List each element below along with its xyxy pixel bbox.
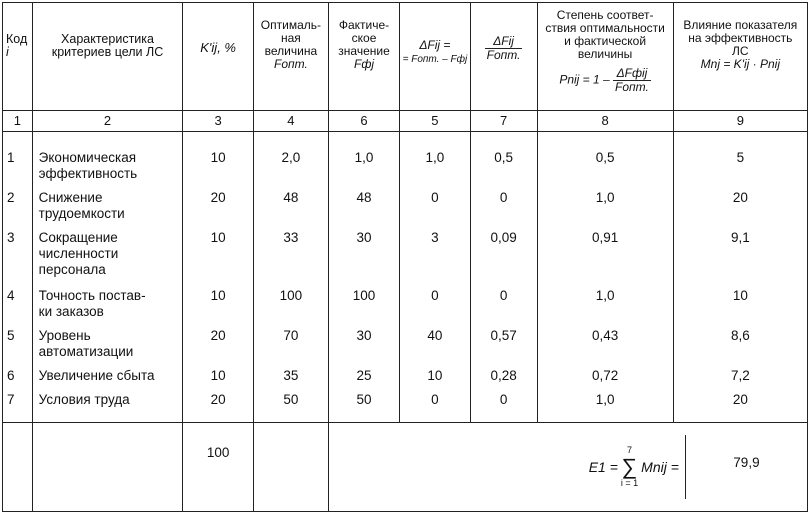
col-number: 4: [253, 111, 328, 132]
column-number-row: [3, 111, 808, 132]
col-number: 3: [183, 111, 254, 132]
table-row: [3, 288, 808, 328]
col-number: 7: [470, 111, 537, 132]
row-code: 4: [3, 288, 33, 328]
row-ratio: 0,09: [470, 230, 537, 288]
row-ratio: 0,28: [470, 368, 537, 392]
row-optimal: 35: [253, 368, 328, 392]
row-weight: 10: [183, 230, 254, 288]
row-influence: 20: [673, 190, 807, 230]
row-delta: 0: [400, 288, 470, 328]
table-row: [3, 230, 808, 288]
total-empty: [3, 422, 33, 511]
total-empty: [253, 422, 328, 511]
row-correspondence: 0,91: [537, 230, 673, 288]
row-code: 1: [3, 150, 33, 190]
row-delta: 0: [400, 392, 470, 422]
spacer-row: [3, 132, 808, 151]
row-ratio: 0,5: [470, 150, 537, 190]
table-row: [3, 368, 808, 392]
total-weight: 100: [183, 422, 254, 511]
row-correspondence: 0,43: [537, 328, 673, 368]
total-empty: [32, 422, 183, 511]
row-delta: 1,0: [400, 150, 470, 190]
row-actual: 100: [328, 288, 399, 328]
row-influence: 20: [673, 392, 807, 422]
total-formula: E1 = 7 ∑ i = 1 Mnij =: [588, 444, 679, 488]
col-number: 5: [400, 111, 470, 132]
row-weight: 20: [183, 392, 254, 422]
row-actual: 30: [328, 230, 399, 288]
row-ratio: 0: [470, 288, 537, 328]
table-row: [3, 190, 808, 230]
col-number: 8: [537, 111, 673, 132]
row-code: 3: [3, 230, 33, 288]
header-optimal: Оптималь- ная величина Fопт.: [253, 3, 328, 111]
row-ratio: 0: [470, 392, 537, 422]
table-row: [3, 392, 808, 422]
header-characteristic: Характеристика критериев цели ЛС: [32, 3, 183, 111]
table-row: [3, 150, 808, 190]
row-characteristic: Сокращение численности персонала: [32, 230, 183, 288]
row-influence: 9,1: [673, 230, 807, 288]
row-influence: 8,6: [673, 328, 807, 368]
row-weight: 20: [183, 328, 254, 368]
col-number: 6: [328, 111, 399, 132]
row-correspondence: 0,72: [537, 368, 673, 392]
row-characteristic: Уровень автоматизации: [32, 328, 183, 368]
row-optimal: 33: [253, 230, 328, 288]
total-row: [3, 422, 808, 511]
header-weight: K'ij, %: [183, 3, 254, 111]
row-weight: 10: [183, 150, 254, 190]
row-influence: 5: [673, 150, 807, 190]
row-correspondence: 1,0: [537, 190, 673, 230]
row-optimal: 50: [253, 392, 328, 422]
header-row: [3, 3, 808, 111]
row-influence: 10: [673, 288, 807, 328]
row-delta: 0: [400, 190, 470, 230]
row-optimal: 70: [253, 328, 328, 368]
row-weight: 10: [183, 368, 254, 392]
row-influence: 7,2: [673, 368, 807, 392]
row-characteristic: Условия труда: [32, 392, 183, 422]
row-correspondence: 0,5: [537, 150, 673, 190]
row-code: 6: [3, 368, 33, 392]
col-number: 2: [32, 111, 183, 132]
header-ratio: $\frac{\text{ΔFij}}{\text{Fопт.}}$: [470, 3, 537, 111]
header-correspondence: Степень соответ- ствия оптимальности и фактической величины Pnij = 1 – $\frac{\text{ΔFфij}}{\text{Fопт.}}$: [537, 3, 673, 111]
row-characteristic: Увеличение сбыта: [32, 368, 183, 392]
efficiency-table: [2, 2, 808, 512]
row-correspondence: 1,0: [537, 392, 673, 422]
row-code: 2: [3, 190, 33, 230]
row-code: 7: [3, 392, 33, 422]
row-actual: 1,0: [328, 150, 399, 190]
row-characteristic: Экономическая эффективность: [32, 150, 183, 190]
row-delta: 40: [400, 328, 470, 368]
row-actual: 48: [328, 190, 399, 230]
header-influence: Влияние показателя на эффективность ЛС Mnj = K'ij · Pnij: [673, 3, 807, 111]
row-actual: 25: [328, 368, 399, 392]
row-delta: 10: [400, 368, 470, 392]
row-delta: 3: [400, 230, 470, 288]
row-weight: 10: [183, 288, 254, 328]
sum-sign: 7 ∑ i = 1: [620, 444, 639, 488]
table-row: [3, 328, 808, 368]
col-number: 1: [3, 111, 33, 132]
row-correspondence: 1,0: [537, 288, 673, 328]
row-ratio: 0,57: [470, 328, 537, 368]
row-characteristic: Снижение трудоемкости: [32, 190, 183, 230]
row-actual: 30: [328, 328, 399, 368]
row-optimal: 100: [253, 288, 328, 328]
row-actual: 50: [328, 392, 399, 422]
row-optimal: 48: [253, 190, 328, 230]
row-weight: 20: [183, 190, 254, 230]
header-actual: Фактиче- ское значение Fфj: [328, 3, 399, 111]
row-optimal: 2,0: [253, 150, 328, 190]
col-number: 9: [673, 111, 807, 132]
row-ratio: 0: [470, 190, 537, 230]
header-code: Код i: [3, 3, 33, 111]
row-characteristic: Точность постав- ки заказов: [32, 288, 183, 328]
header-delta: ΔFij = = Fопт. – Fфj: [400, 3, 470, 111]
total-formula-area: [328, 422, 807, 511]
row-code: 5: [3, 328, 33, 368]
total-influence: 79,9: [685, 435, 807, 499]
